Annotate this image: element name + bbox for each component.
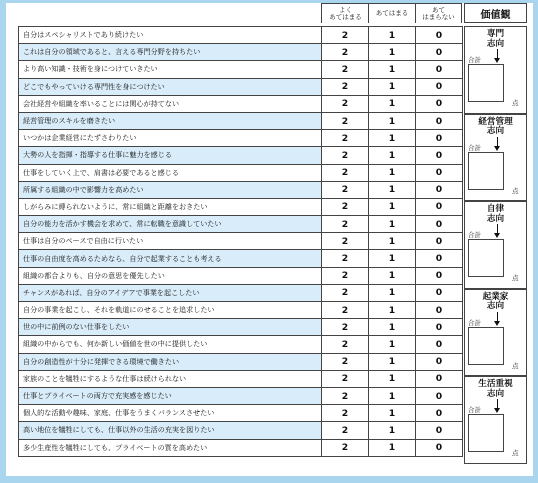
total-label: 合計 — [468, 56, 481, 64]
table-row — [19, 353, 463, 370]
table-row — [19, 233, 463, 250]
table-row — [19, 422, 463, 439]
score-cell-2[interactable]: 2 — [322, 267, 369, 284]
score-cell-1[interactable]: 1 — [369, 198, 416, 215]
score-cell-2[interactable]: 2 — [322, 147, 369, 164]
table-row — [19, 61, 463, 78]
value-group-box — [464, 26, 527, 114]
score-cell-1[interactable]: 1 — [369, 302, 416, 319]
question-text: 大勢の人を指揮・指導する仕事に魅力を感じる — [19, 147, 322, 164]
score-cell-1[interactable]: 1 — [369, 44, 416, 61]
points-label: 点 — [512, 274, 519, 282]
score-cell-1[interactable]: 1 — [369, 336, 416, 353]
score-cell-0[interactable]: 0 — [416, 233, 463, 250]
score-cell-2[interactable]: 2 — [322, 181, 369, 198]
score-cell-2[interactable]: 2 — [322, 44, 369, 61]
value-group-box — [464, 289, 527, 377]
score-cell-1[interactable]: 1 — [369, 439, 416, 456]
total-label: 合計 — [468, 143, 481, 152]
score-cell-1[interactable]: 1 — [369, 78, 416, 95]
question-text: 自分はスペシャリストであり続けたい — [19, 27, 322, 44]
question-text: 組織の都合よりも、自分の意思を優先したい — [19, 267, 322, 284]
question-text: 個人的な活動や趣味、家庭、仕事をうまくバランスさせたい — [19, 405, 322, 422]
score-cell-0[interactable]: 0 — [416, 27, 463, 44]
header-atehamaru: あてはまる — [368, 3, 415, 23]
score-cell-0[interactable]: 0 — [416, 422, 463, 439]
question-text: チャンスがあれば、自分のアイデアで事業を起こしたい — [19, 284, 322, 301]
table-row — [19, 198, 463, 215]
score-cell-1[interactable]: 1 — [369, 130, 416, 147]
value-group-box — [464, 376, 527, 464]
question-table — [18, 26, 463, 457]
arrow-head-icon — [494, 408, 500, 413]
score-cell-0[interactable]: 0 — [416, 78, 463, 95]
question-text: 仕事は自分のペースで自由に行いたい — [19, 233, 322, 250]
header-yoku-atehamaru: よく あてはまる — [321, 3, 369, 23]
score-cell-2[interactable]: 2 — [322, 405, 369, 422]
total-label: 合計 — [468, 231, 481, 239]
table-row — [19, 370, 463, 387]
score-cell-2[interactable]: 2 — [322, 422, 369, 439]
points-label: 点 — [512, 99, 519, 107]
table-row — [19, 112, 463, 129]
score-cell-1[interactable]: 1 — [369, 216, 416, 233]
question-text: 自分の創造性が十分に発揮できる環境で働きたい — [19, 353, 322, 370]
score-cell-2[interactable]: 2 — [322, 387, 369, 404]
score-cell-0[interactable]: 0 — [416, 250, 463, 267]
score-cell-2[interactable]: 2 — [322, 353, 369, 370]
score-cell-2[interactable]: 2 — [322, 198, 369, 215]
score-cell-1[interactable]: 1 — [369, 61, 416, 78]
score-cell-1[interactable]: 1 — [369, 387, 416, 404]
score-cell-2[interactable]: 2 — [322, 61, 369, 78]
question-text: 会社経営や組織を率いることには関心が持てない — [19, 95, 322, 112]
table-row — [19, 319, 463, 336]
score-cell-0[interactable]: 0 — [416, 112, 463, 129]
question-text: これは自分の領域であると、言える専門分野を持ちたい — [19, 44, 322, 61]
score-cell-1[interactable]: 1 — [369, 164, 416, 181]
question-text: 家族のことを犠牲にするような仕事は続けられない — [19, 370, 322, 387]
table-row — [19, 405, 463, 422]
table-row — [19, 181, 463, 198]
score-cell-1[interactable]: 1 — [369, 353, 416, 370]
total-score-box[interactable] — [468, 239, 504, 277]
score-cell-0[interactable]: 0 — [416, 405, 463, 422]
score-cell-2[interactable]: 2 — [322, 130, 369, 147]
question-text: 所属する組織の中で影響力を高めたい — [19, 181, 322, 198]
table-row — [19, 336, 463, 353]
score-cell-0[interactable]: 0 — [416, 198, 463, 215]
score-cell-1[interactable]: 1 — [369, 95, 416, 112]
arrow-head-icon — [494, 146, 500, 151]
total-score-box[interactable] — [468, 152, 504, 190]
arrow-head-icon — [494, 233, 500, 238]
arrow-head-icon — [494, 321, 500, 326]
question-text: 自分の能力を活かす機会を求めて、常に転職を意識していたい — [19, 216, 322, 233]
question-text: より高い知識・技術を身につけていきたい — [19, 61, 322, 78]
score-cell-0[interactable]: 0 — [416, 302, 463, 319]
score-cell-2[interactable]: 2 — [322, 250, 369, 267]
score-cell-2[interactable]: 2 — [322, 112, 369, 129]
score-cell-1[interactable]: 1 — [369, 267, 416, 284]
score-cell-2[interactable]: 2 — [322, 233, 369, 250]
score-cell-0[interactable]: 0 — [416, 336, 463, 353]
score-cell-2[interactable]: 2 — [322, 95, 369, 112]
table-row — [19, 95, 463, 112]
question-text: 経営管理のスキルを磨きたい — [19, 112, 322, 129]
table-row — [19, 216, 463, 233]
score-cell-2[interactable]: 2 — [322, 336, 369, 353]
question-text: 仕事をしていく上で、肩書は必要であると感じる — [19, 164, 322, 181]
table-row — [19, 302, 463, 319]
question-text: 仕事の自由度を高めるためなら、自分で起業することも考える — [19, 250, 322, 267]
score-cell-1[interactable]: 1 — [369, 181, 416, 198]
score-cell-1[interactable]: 1 — [369, 233, 416, 250]
total-score-box[interactable] — [468, 414, 504, 452]
question-text: 自分の事業を起こし、それを軌道にのせることを追求したい — [19, 302, 322, 319]
table-row — [19, 44, 463, 61]
score-cell-2[interactable]: 2 — [322, 439, 369, 456]
score-cell-1[interactable]: 1 — [369, 27, 416, 44]
score-cell-2[interactable]: 2 — [322, 302, 369, 319]
score-cell-0[interactable]: 0 — [416, 353, 463, 370]
total-score-box[interactable] — [468, 64, 504, 102]
score-cell-2[interactable]: 2 — [322, 216, 369, 233]
score-cell-0[interactable]: 0 — [416, 95, 463, 112]
score-cell-0[interactable]: 0 — [416, 284, 463, 301]
table-row — [19, 164, 463, 181]
question-text: 高い地位を犠牲にしても、仕事以外の生活の充実を図りたい — [19, 422, 322, 439]
value-group-box — [464, 201, 527, 289]
score-cell-1[interactable]: 1 — [369, 147, 416, 164]
score-cell-1[interactable]: 1 — [369, 250, 416, 267]
score-cell-0[interactable]: 0 — [416, 130, 463, 147]
score-cell-0[interactable]: 0 — [416, 216, 463, 233]
table-row — [19, 147, 463, 164]
table-row — [19, 439, 463, 456]
score-cell-0[interactable]: 0 — [416, 387, 463, 404]
score-cell-0[interactable]: 0 — [416, 164, 463, 181]
score-cell-0[interactable]: 0 — [416, 147, 463, 164]
points-label: 点 — [512, 361, 519, 370]
question-text: 世の中に前例のない仕事をしたい — [19, 319, 322, 336]
score-cell-1[interactable]: 1 — [369, 405, 416, 422]
table-row — [19, 267, 463, 284]
value-group-title: 起業家 志向 — [482, 291, 509, 311]
table-row — [19, 27, 463, 44]
score-cell-0[interactable]: 0 — [416, 44, 463, 61]
score-cell-0[interactable]: 0 — [416, 267, 463, 284]
score-cell-1[interactable]: 1 — [369, 319, 416, 336]
score-cell-0[interactable]: 0 — [416, 370, 463, 387]
score-cell-2[interactable]: 2 — [322, 27, 369, 44]
points-label: 点 — [512, 449, 519, 457]
total-score-box[interactable] — [468, 327, 504, 365]
table-row — [19, 284, 463, 301]
points-label: 点 — [512, 186, 519, 195]
value-group-box — [464, 114, 527, 202]
header-kachikan: 価値観 — [464, 3, 527, 23]
score-cell-0[interactable]: 0 — [416, 61, 463, 78]
question-text: 多少生産性を犠牲にしても、プライベートの質を高めたい — [19, 439, 322, 456]
arrow-head-icon — [494, 58, 500, 63]
value-group-title: 自律 志向 — [486, 204, 505, 224]
question-text: 仕事とプライベートの両方で充実感を感じたい — [19, 387, 322, 404]
table-row — [19, 250, 463, 267]
score-cell-2[interactable]: 2 — [322, 164, 369, 181]
total-label: 合計 — [468, 406, 481, 414]
score-cell-0[interactable]: 0 — [416, 439, 463, 456]
score-cell-2[interactable]: 2 — [322, 370, 369, 387]
header-atehamaranai: あて はまらない — [415, 3, 462, 23]
table-row — [19, 387, 463, 404]
score-cell-2[interactable]: 2 — [322, 284, 369, 301]
score-cell-1[interactable]: 1 — [369, 112, 416, 129]
value-group-title: 生活重視 志向 — [478, 379, 513, 399]
score-cell-0[interactable]: 0 — [416, 319, 463, 336]
question-text: 組織の中からでも、何か新しい価値を世の中に提供したい — [19, 336, 322, 353]
score-cell-0[interactable]: 0 — [416, 181, 463, 198]
question-text: いつかは企業経営にたずさわりたい — [19, 130, 322, 147]
score-cell-1[interactable]: 1 — [369, 422, 416, 439]
score-cell-2[interactable]: 2 — [322, 319, 369, 336]
table-row — [19, 78, 463, 95]
value-group-title: 経営管理 志向 — [478, 116, 513, 136]
value-group-title: 専門 志向 — [486, 29, 505, 49]
score-cell-1[interactable]: 1 — [369, 284, 416, 301]
question-text: しがらみに縛られないように、常に組織と距離をおきたい — [19, 198, 322, 215]
question-text: どこでもやっていける専門性を身につけたい — [19, 78, 322, 95]
table-row — [19, 130, 463, 147]
score-cell-1[interactable]: 1 — [369, 370, 416, 387]
total-label: 合計 — [468, 318, 481, 327]
worksheet — [6, 3, 533, 476]
score-cell-2[interactable]: 2 — [322, 78, 369, 95]
